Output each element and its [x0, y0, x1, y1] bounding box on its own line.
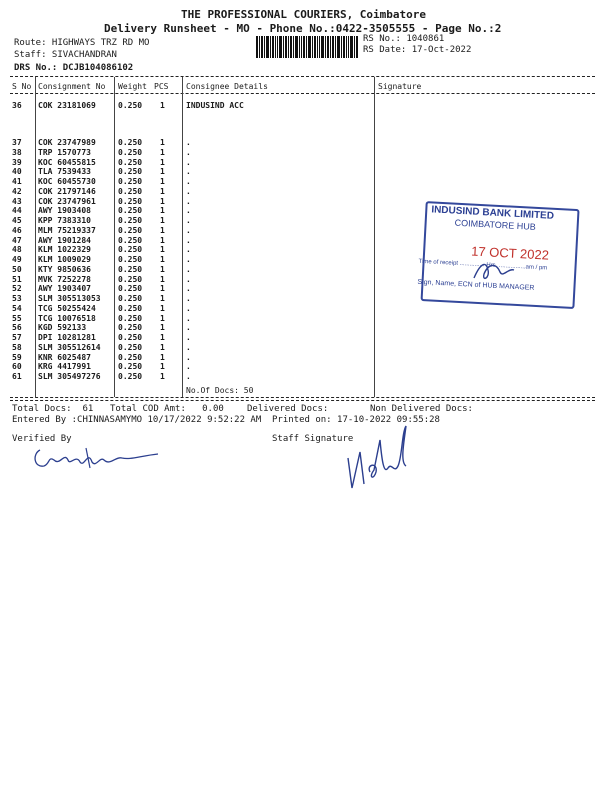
column-divider: [114, 77, 115, 397]
row-consignment: KLM 1009029: [38, 255, 91, 264]
entered-by: Entered By :CHINNASAMYMO 10/17/2022 9:52:22 AM: [12, 415, 262, 425]
row-weight: 0.250: [118, 147, 143, 157]
row-weight: 0.250: [118, 255, 143, 264]
row-pcs: 1: [160, 323, 165, 333]
row-weight: 0.250: [118, 323, 143, 333]
staff-signature: [340, 422, 420, 494]
row-consignment: KGD 592133: [38, 323, 87, 333]
row-weight: 0.250: [118, 372, 143, 381]
row-pcs: 1: [160, 333, 165, 342]
row-consignment: COK 21797146: [38, 186, 96, 196]
route-label: Route: HIGHWAYS TRZ RD MO: [14, 38, 150, 48]
row-mark: .: [186, 206, 191, 216]
row-consignment: MVK 7252278: [38, 274, 91, 284]
row-pcs: 1: [160, 138, 165, 147]
row-weight: 0.250: [118, 235, 143, 245]
row-consignment: COK 23747989: [38, 138, 96, 147]
delivered-docs: Delivered Docs:: [247, 404, 329, 414]
row-pcs: 1: [160, 157, 165, 167]
row-mark: .: [186, 196, 191, 206]
row-pcs: 1: [160, 313, 165, 323]
row-consignment: KNR 6025487: [38, 352, 91, 362]
row-pcs: 1: [160, 245, 165, 255]
row-mark: .: [186, 235, 191, 245]
row-sno: 53: [12, 294, 22, 303]
drs-number: DRS No.: DCJB104086102: [14, 63, 134, 73]
header-weight: Weight: [118, 82, 147, 91]
row-weight: 0.250: [118, 196, 143, 206]
row-consignment: TLA 7539433: [38, 167, 91, 177]
row-weight: 0.250: [118, 294, 143, 303]
header-sno: S No: [12, 82, 32, 91]
row-pcs: 1: [160, 372, 165, 381]
row-pcs: 1: [160, 147, 165, 157]
row-sno: 36: [12, 101, 22, 110]
row-pcs: 1: [160, 186, 165, 196]
row-consignment: COK 23181069: [38, 101, 96, 110]
row-pcs: 1: [160, 177, 165, 186]
row-sno: 58: [12, 342, 22, 352]
row-consignment: DPI 10281281: [38, 333, 96, 342]
row-pcs: 1: [160, 235, 165, 245]
row-consignment: KOC 60455730: [38, 177, 96, 186]
total-docs: Total Docs: 61: [12, 404, 94, 414]
row-weight: 0.250: [118, 206, 143, 216]
row-mark: .: [186, 372, 191, 381]
row-pcs: 1: [160, 167, 165, 177]
row-sno: 56: [12, 323, 22, 333]
row-sno: 39: [12, 157, 22, 167]
row-weight: 0.250: [118, 138, 143, 147]
row-mark: .: [186, 303, 191, 313]
row-mark: .: [186, 225, 191, 235]
row-pcs: 1: [160, 284, 165, 294]
row-weight: 0.250: [118, 303, 143, 313]
row-pcs: 1: [160, 362, 165, 372]
row-pcs: 1: [160, 196, 165, 206]
row-sno: 40: [12, 167, 22, 177]
row-mark: .: [186, 245, 191, 255]
row-pcs: 1: [160, 101, 165, 110]
row-consignment: SLM 305512614: [38, 342, 101, 352]
row-sno: 44: [12, 206, 22, 216]
row-weight: 0.250: [118, 362, 143, 372]
row-mark: .: [186, 352, 191, 362]
row-consignment: AWY 1901284: [38, 235, 91, 245]
row-mark: .: [186, 167, 191, 177]
company-name: THE PROFESSIONAL COURIERS, Coimbatore: [181, 8, 427, 21]
row-weight: 0.250: [118, 177, 143, 186]
staff-signature-label: Staff Signature: [272, 434, 354, 444]
row-mark: .: [186, 333, 191, 342]
row-weight: 0.250: [118, 216, 143, 225]
row-weight: 0.250: [118, 167, 143, 177]
runsheet-title: Delivery Runsheet - MO - Phone No.:0422-3505555 - Page No.:2: [104, 22, 502, 35]
row-mark: .: [186, 294, 191, 303]
row-pcs: 1: [160, 264, 165, 274]
rs-date: RS Date: 17-Oct-2022: [363, 45, 472, 55]
row-consignment: KRG 4417991: [38, 362, 91, 372]
stamp-time-line: Time of receipt ............... Hrs. ................am / pm: [418, 258, 548, 272]
row-mark: .: [186, 186, 191, 196]
row-sno: 48: [12, 245, 22, 255]
column-divider: [182, 77, 183, 397]
row-mark: .: [186, 284, 191, 294]
row-consignment: KTY 9850636: [38, 264, 91, 274]
row-sno: 52: [12, 284, 22, 294]
verified-by-label: Verified By: [12, 434, 72, 444]
stamp-bank-name: INDUSIND BANK LIMITED: [431, 204, 555, 222]
row-weight: 0.250: [118, 225, 143, 235]
row-pcs: 1: [160, 342, 165, 352]
row-pcs: 1: [160, 206, 165, 216]
row-weight: 0.250: [118, 274, 143, 284]
row-weight: 0.250: [118, 352, 143, 362]
row-consignment: TCG 50255424: [38, 303, 96, 313]
row-sno: 46: [12, 225, 22, 235]
row-mark: .: [186, 264, 191, 274]
row-sno: 51: [12, 274, 22, 284]
row-pcs: 1: [160, 294, 165, 303]
stamp-date: 17 OCT 2022: [470, 243, 550, 263]
row-weight: 0.250: [118, 313, 143, 323]
row-consignment: TRP 1570773: [38, 147, 91, 157]
row-pcs: 1: [160, 274, 165, 284]
row-consignment: MLM 75219337: [38, 225, 96, 235]
row-sno: 41: [12, 177, 22, 186]
row-mark: .: [186, 216, 191, 225]
printed-on: Printed on: 17-10-2022 09:55:28: [272, 415, 440, 425]
stamp-sign-line: Sign, Name, ECN of HUB MANAGER: [417, 278, 535, 292]
row-consignment: AWY 1903407: [38, 284, 91, 294]
row-sno: 50: [12, 264, 22, 274]
row-sno: 45: [12, 216, 22, 225]
row-sno: 54: [12, 303, 22, 313]
header-consignee: Consignee Details: [186, 82, 268, 91]
barcode-image: [256, 36, 358, 58]
row-consignment: COK 23747961: [38, 196, 96, 206]
row-weight: 0.250: [118, 186, 143, 196]
footer-rule: [10, 400, 595, 401]
row-sno: 55: [12, 313, 22, 323]
rs-number: RS No.: 1040861: [363, 34, 445, 44]
no-of-docs: No.Of Docs: 50: [186, 386, 254, 395]
row-sno: 43: [12, 196, 22, 206]
row-weight: 0.250: [118, 284, 143, 294]
row-consignment: AWY 1903408: [38, 206, 91, 216]
stamp-initials-signature: [470, 256, 520, 284]
row-sno: 60: [12, 362, 22, 372]
table-header-rule: [10, 93, 595, 94]
column-divider: [35, 77, 36, 397]
row-mark: .: [186, 362, 191, 372]
row-consignment: TCG 10076518: [38, 313, 96, 323]
row-mark: .: [186, 147, 191, 157]
row-sno: 57: [12, 333, 22, 342]
stamp-hub: COIMBATORE HUB: [454, 217, 537, 232]
row-sno: 61: [12, 372, 22, 381]
row-consignment: KLM 1022329: [38, 245, 91, 255]
row-pcs: 1: [160, 303, 165, 313]
row-mark: .: [186, 313, 191, 323]
table-bottom-rule: [10, 397, 595, 398]
row-pcs: 1: [160, 255, 165, 264]
row-consignment: KOC 60455815: [38, 157, 96, 167]
row-consignment: SLM 305497276: [38, 372, 101, 381]
staff-label: Staff: SIVACHANDRAN: [14, 50, 117, 60]
row-weight: 0.250: [118, 245, 143, 255]
row-pcs: 1: [160, 216, 165, 225]
verifier-signature: [30, 438, 165, 474]
header-signature: Signature: [378, 82, 422, 91]
row-consignee: INDUSIND ACC: [186, 101, 244, 110]
row-sno: 47: [12, 235, 22, 245]
table-top-rule: [10, 76, 595, 77]
row-sno: 38: [12, 147, 22, 157]
total-cod: Total COD Amt: 0.00: [110, 404, 224, 414]
row-weight: 0.250: [118, 101, 143, 110]
non-delivered-docs: Non Delivered Docs:: [370, 404, 473, 414]
row-sno: 49: [12, 255, 22, 264]
row-weight: 0.250: [118, 333, 143, 342]
column-divider: [374, 77, 375, 397]
row-mark: .: [186, 323, 191, 333]
row-sno: 42: [12, 186, 22, 196]
row-mark: .: [186, 255, 191, 264]
row-consignment: KPP 7383310: [38, 216, 91, 225]
row-mark: .: [186, 342, 191, 352]
row-consignment: SLM 305513053: [38, 294, 101, 303]
row-pcs: 1: [160, 352, 165, 362]
row-mark: .: [186, 274, 191, 284]
row-weight: 0.250: [118, 157, 143, 167]
row-weight: 0.250: [118, 342, 143, 352]
row-sno: 37: [12, 138, 22, 147]
row-weight: 0.250: [118, 264, 143, 274]
row-pcs: 1: [160, 225, 165, 235]
header-pcs: PCS: [154, 82, 169, 91]
row-sno: 59: [12, 352, 22, 362]
header-consignment: Consignment No: [38, 82, 106, 91]
row-mark: .: [186, 157, 191, 167]
row-mark: .: [186, 138, 191, 147]
row-mark: .: [186, 177, 191, 186]
